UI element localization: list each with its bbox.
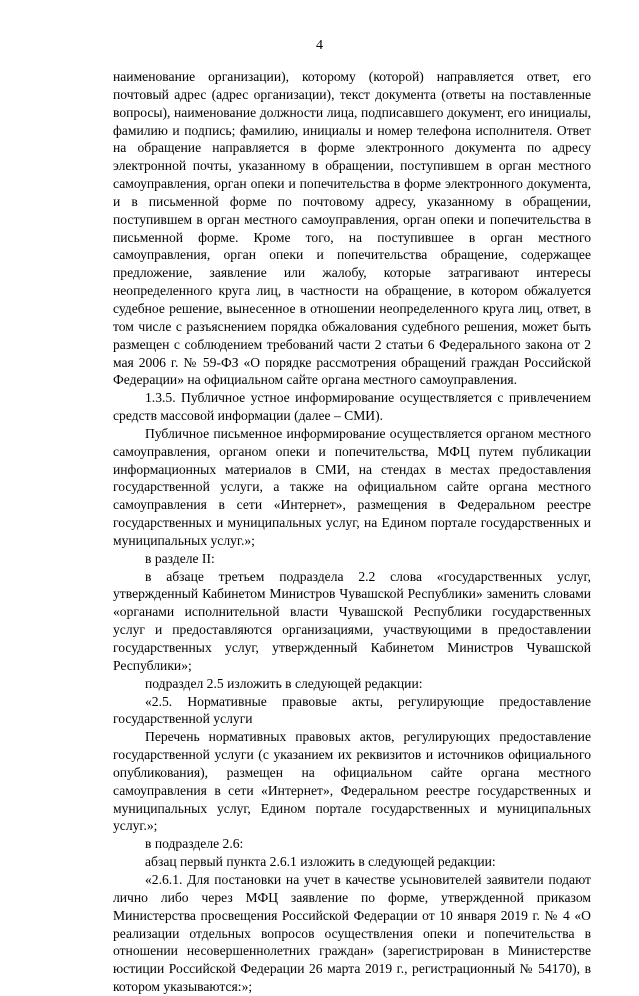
page-number: 4 — [316, 38, 323, 53]
paragraph-section-ii-heading: в разделе II: — [145, 550, 215, 566]
paragraph-subsection-2-2: в абзаце третьем подраздела 2.2 слова «государственных услуг, утвержденный Кабинетом Министров Чувашской Республики» заменить словами «органами исполнительной власти Чувашской Республики государственных услуг и предоставляются организациями, участвующими в предоставлении государственных услуг, утвержденный Кабинетом Министров Чувашской Республики»; — [113, 568, 591, 673]
paragraph-normative-acts-list: Перечень нормативных правовых актов, регулирующих предоставление государственной услуги (с указанием их реквизитов и источников официального опубликования), размещен на официальном сайте органа местного самоуправления в сети «Интернет», Федеральном реестре государственных и муниципальных услуг, Едином портале государственных и муниципальных услуг.»; — [113, 729, 591, 834]
paragraph-public-written-informing: Публичное письменное информирование осуществляется органом местного самоуправления, органом опеки и попечительства, МФЦ путем публикации информационных материалов в СМИ, на стендах в местах предоставления государственной услуги, а также на официальном сайте органа местного самоуправления в сети «Интернет», размещения в Федеральном реестре государственных и муниципальных услуг, на Едином портале государственных и муниципальных услуг.»; — [113, 425, 591, 548]
paragraph-reply-details: наименование организации), которому (которой) направляется ответ, его почтовый адрес (адрес организации), текст документа (ответы на поставленные вопросы), наименование должности лица, подписавшего документ, его инициалы, фамилию и подпись; фамилию, инициалы и номер телефона исполнителя. Ответ на обращение направляется в форме электронного документа по адресу электронной почты, указанному в обращении, поступившем в орган местного самоуправления, орган опеки и попечительства в форме электронного документа, и в письменной форме по почтовому адресу, указанному в обращении, поступившем в орган местного самоуправления, орган опеки и попечительства в письменной форме. Кроме того, на поступившее в орган местного самоуправления, орган опеки и попечительства обращение, содержащее предложение, заявление или жалобу, которые затрагивают интересы неопределенного круга лиц, в частности на обращение, в котором обжалуется судебное решение, вынесенное в отношении неопределенного круга лиц, ответ, в том числе с разъяснением порядка обжалования судебного решения, может быть размещен с соблюдением требований части 2 статьи 6 Федерального закона от 2 мая 2006 г. № 59-ФЗ «О порядке рассмотрения обращений граждан Российской Федерации» на официальном сайте органа местного самоуправления. — [113, 69, 591, 388]
paragraph-subsection-2-5-intro: подраздел 2.5 изложить в следующей редакции: — [145, 675, 423, 691]
paragraph-public-oral-informing: 1.3.5. Публичное устное информирование осуществляется с привлечением средств массовой информации (далее – СМИ). — [113, 390, 591, 424]
paragraph-clause-2-6-1-intro: абзац первый пункта 2.6.1 изложить в следующей редакции: — [145, 854, 496, 870]
paragraph-clause-2-6-1-text: «2.6.1. Для постановки на учет в качестве усыновителей заявители подают лично либо через МФЦ заявление по форме, утвержденной приказом Министерства просвещения Российской Федерации от 10 января 2019 г. № 4 «О реализации отдельных вопросов осуществления опеки и попечительства в отношении несовершеннолетних граждан» (зарегистрирован в Министерстве юстиции Российской Федерации 26 марта 2019 г., регистрационный № 54170), в котором указываются:»; — [113, 871, 591, 995]
paragraph-subsection-2-5-title: «2.5. Нормативные правовые акты, регулирующие предоставление государственной услуги — [113, 693, 591, 727]
paragraph-subsection-2-6-heading: в подразделе 2.6: — [145, 836, 244, 852]
document-body — [113, 68, 591, 996]
